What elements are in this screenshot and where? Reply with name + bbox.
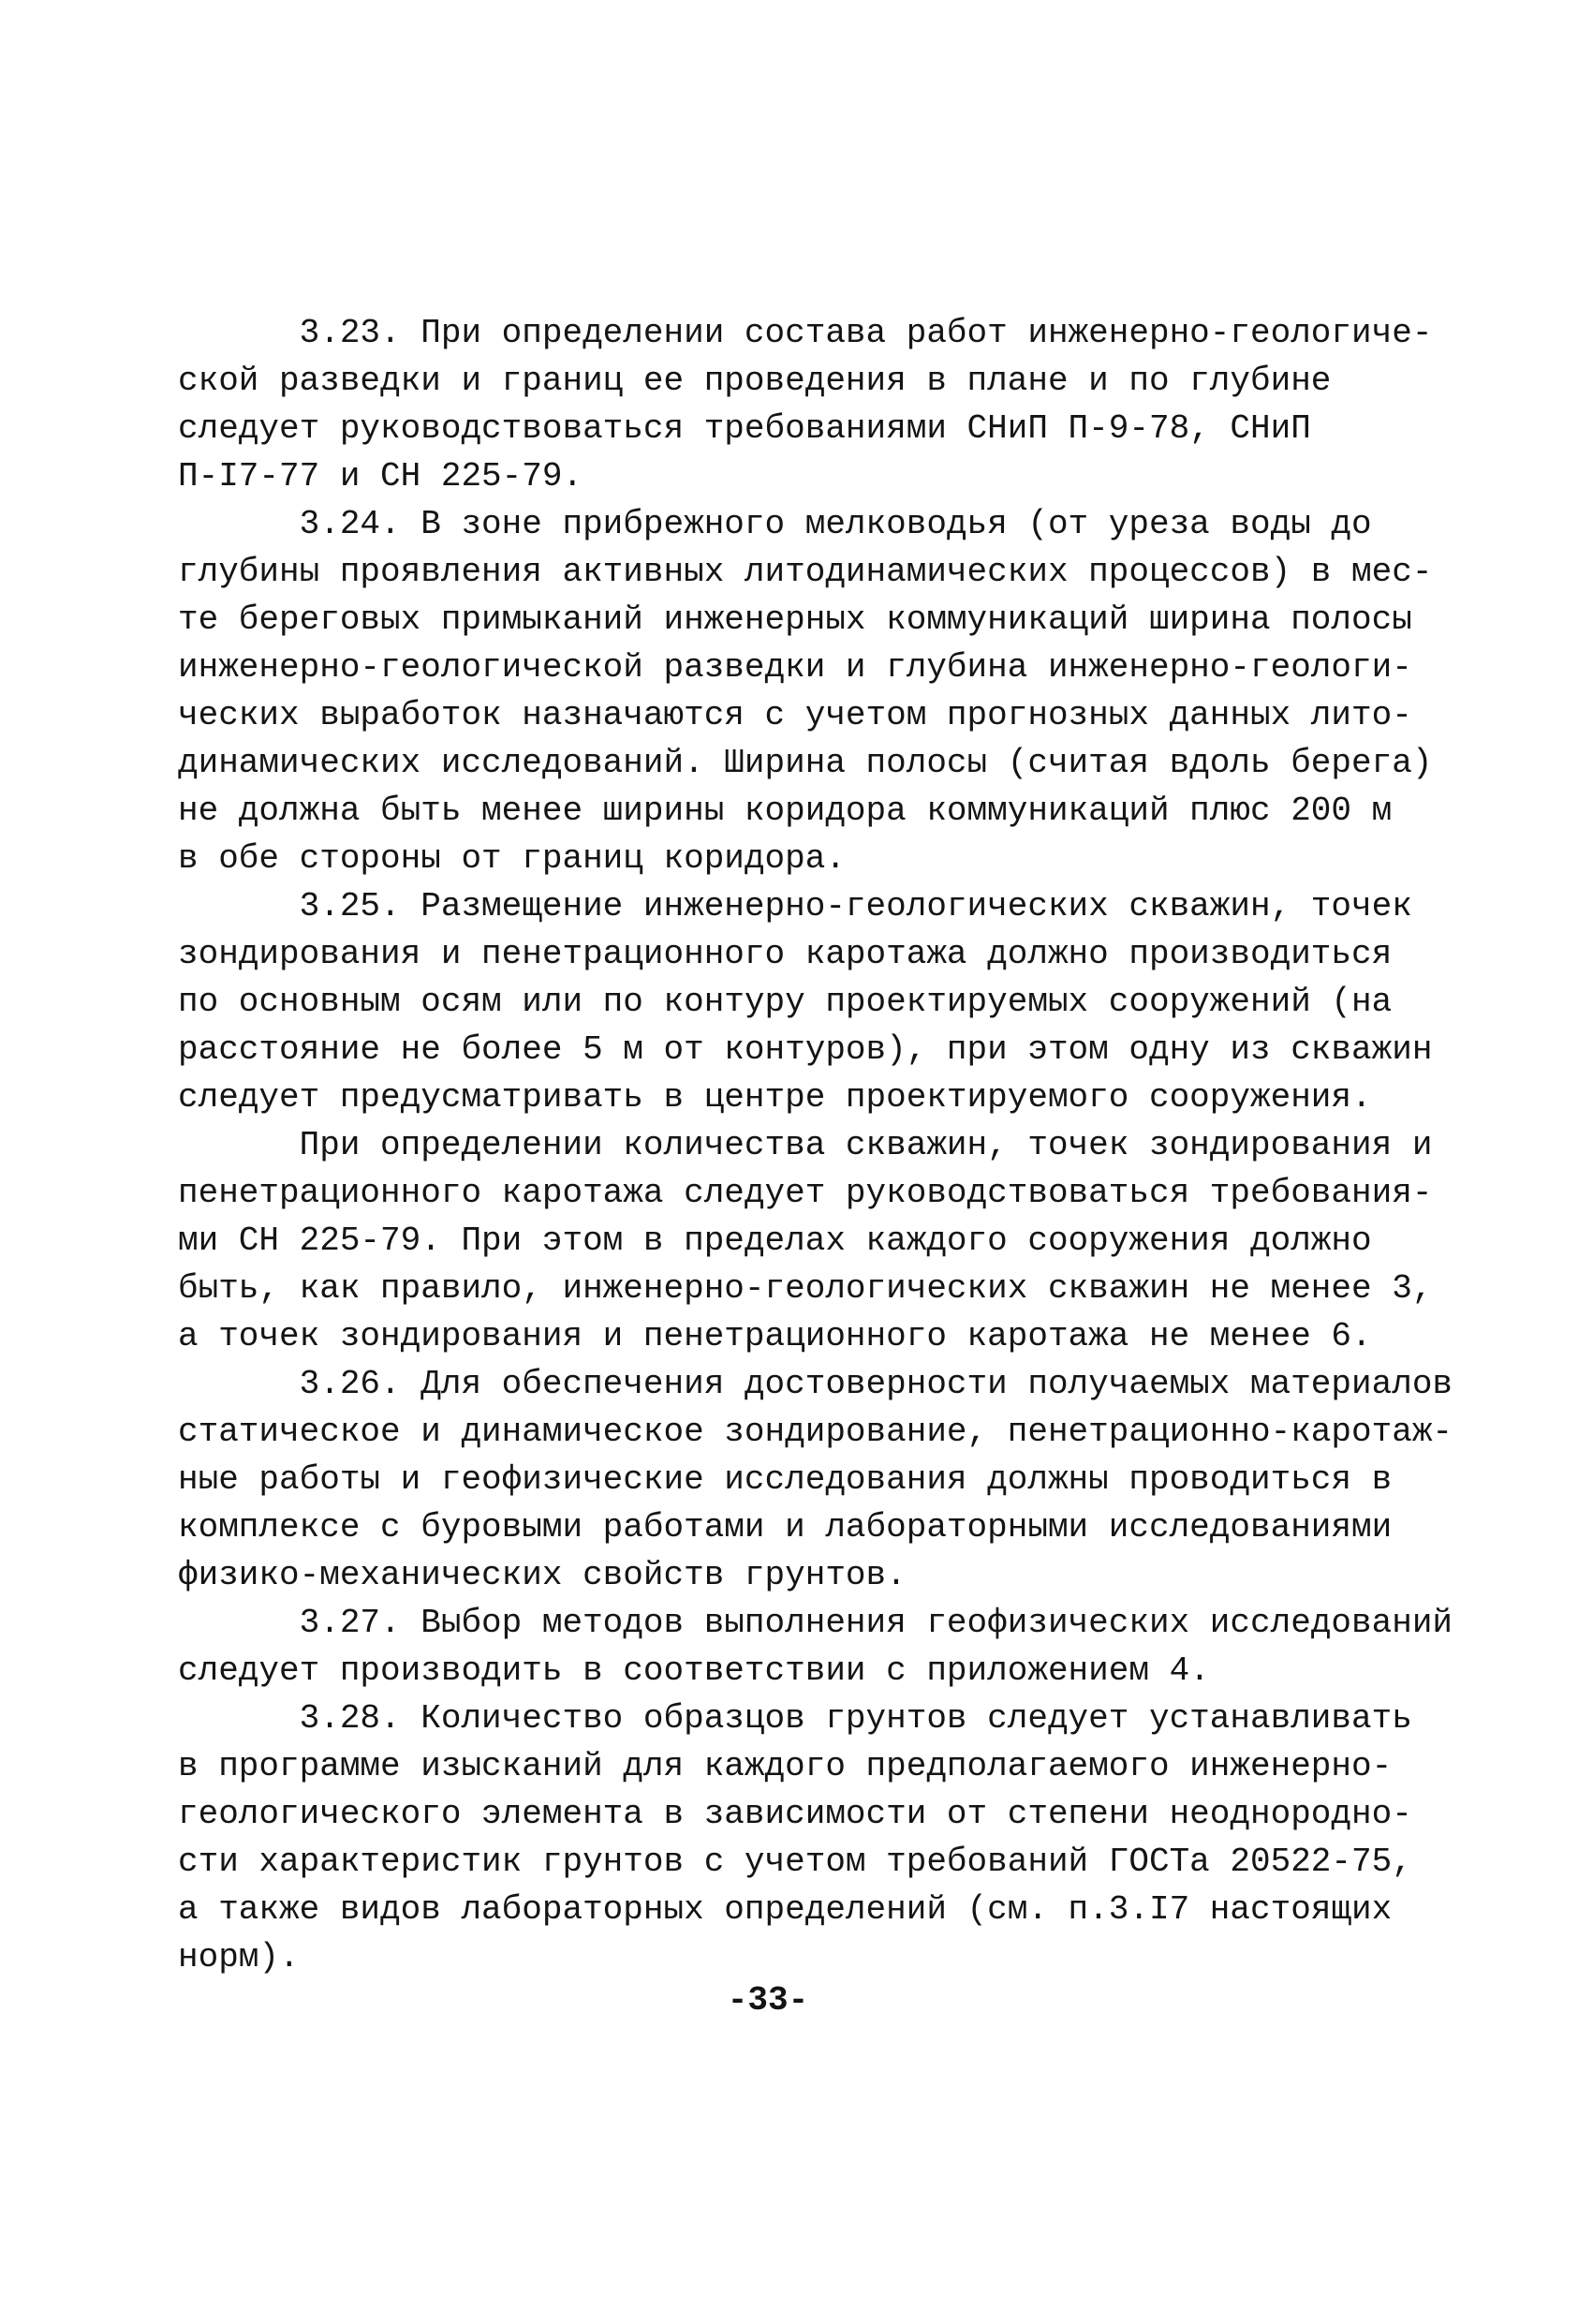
text-line: следует предусматривать в центре проектируемого сооружения. [178,1078,1372,1117]
paragraph-3-23 [178,309,1433,500]
paragraph-3-28 [178,1695,1433,1981]
body-text [178,309,1453,1981]
text-line: ми СН 225-79. При этом в пределах каждого сооружения должно [178,1221,1372,1260]
page-number: -33- [727,1981,809,2020]
text-line: пенетрационного каротажа следует руководствоваться требования- [178,1174,1433,1212]
text-line: инженерно-геологической разведки и глубина инженерно-геологи- [178,648,1412,687]
paragraph-3-25-continued [178,1121,1433,1360]
text-line: ской разведки и границ ее проведения в плане и по глубине [178,362,1332,400]
text-line: геологического элемента в зависимости от степени неоднородно- [178,1795,1412,1833]
text-line: следует руководствоваться требованиями СНиП П-9-78, СНиП [178,409,1311,448]
text-line: статическое и динамическое зондирование, пенетрационно-каротаж- [178,1413,1453,1451]
text-line: не должна быть менее ширины коридора коммуникаций плюс 200 м [178,792,1393,830]
text-line: те береговых примыканий инженерных коммуникаций ширина полосы [178,600,1412,639]
text-line: сти характеристик грунтов с учетом требований ГОСТа 20522-75, [178,1843,1412,1881]
text-line: ные работы и геофизические исследования должны проводиться в [178,1460,1393,1499]
paragraph-3-27 [178,1599,1453,1695]
text-line: При определении количества скважин, точек зондирования и [178,1126,1433,1164]
text-line: 3.25. Размещение инженерно-геологических скважин, точек [178,887,1412,925]
text-line: следует производить в соответствии с приложением 4. [178,1651,1210,1690]
text-line: в программе изысканий для каждого предполагаемого инженерно- [178,1747,1393,1785]
paragraph-3-25 [178,882,1433,1121]
text-line: норм). [178,1938,300,1976]
text-line: быть, как правило, инженерно-геологических скважин не менее 3, [178,1269,1433,1308]
text-line: расстояние не более 5 м от контуров), при этом одну из скважин [178,1030,1433,1069]
text-line: динамических исследований. Ширина полосы (считая вдоль берега) [178,744,1433,782]
text-line: глубины проявления активных литодинамических процессов) в мес- [178,553,1433,591]
text-line: 3.24. В зоне прибрежного мелководья (от уреза воды до [178,505,1372,543]
text-line: П-I7-77 и СН 225-79. [178,457,583,496]
text-line: в обе стороны от границ коридора. [178,839,846,878]
text-line: по основным осям или по контуру проектируемых сооружений (на [178,983,1393,1021]
text-line: 3.28. Количество образцов грунтов следует устанавливать [178,1699,1412,1738]
text-line: комплексе с буровыми работами и лабораторными исследованиями [178,1508,1393,1547]
text-line: ческих выработок назначаются с учетом прогнозных данных лито- [178,696,1412,734]
text-line: а точек зондирования и пенетрационного каротажа не менее 6. [178,1317,1372,1355]
text-line: 3.27. Выбор методов выполнения геофизических исследований [178,1604,1453,1642]
paragraph-3-26 [178,1360,1453,1599]
text-line: 3.23. При определении состава работ инженерно-геологиче- [178,314,1433,352]
text-line: 3.26. Для обеспечения достоверности получаемых материалов [178,1365,1453,1403]
paragraph-3-24 [178,500,1433,882]
text-line: зондирования и пенетрационного каротажа должно производиться [178,935,1393,973]
text-line: физико-механических свойств грунтов. [178,1556,907,1594]
text-line: а также видов лабораторных определений (см. п.3.I7 настоящих [178,1890,1393,1929]
